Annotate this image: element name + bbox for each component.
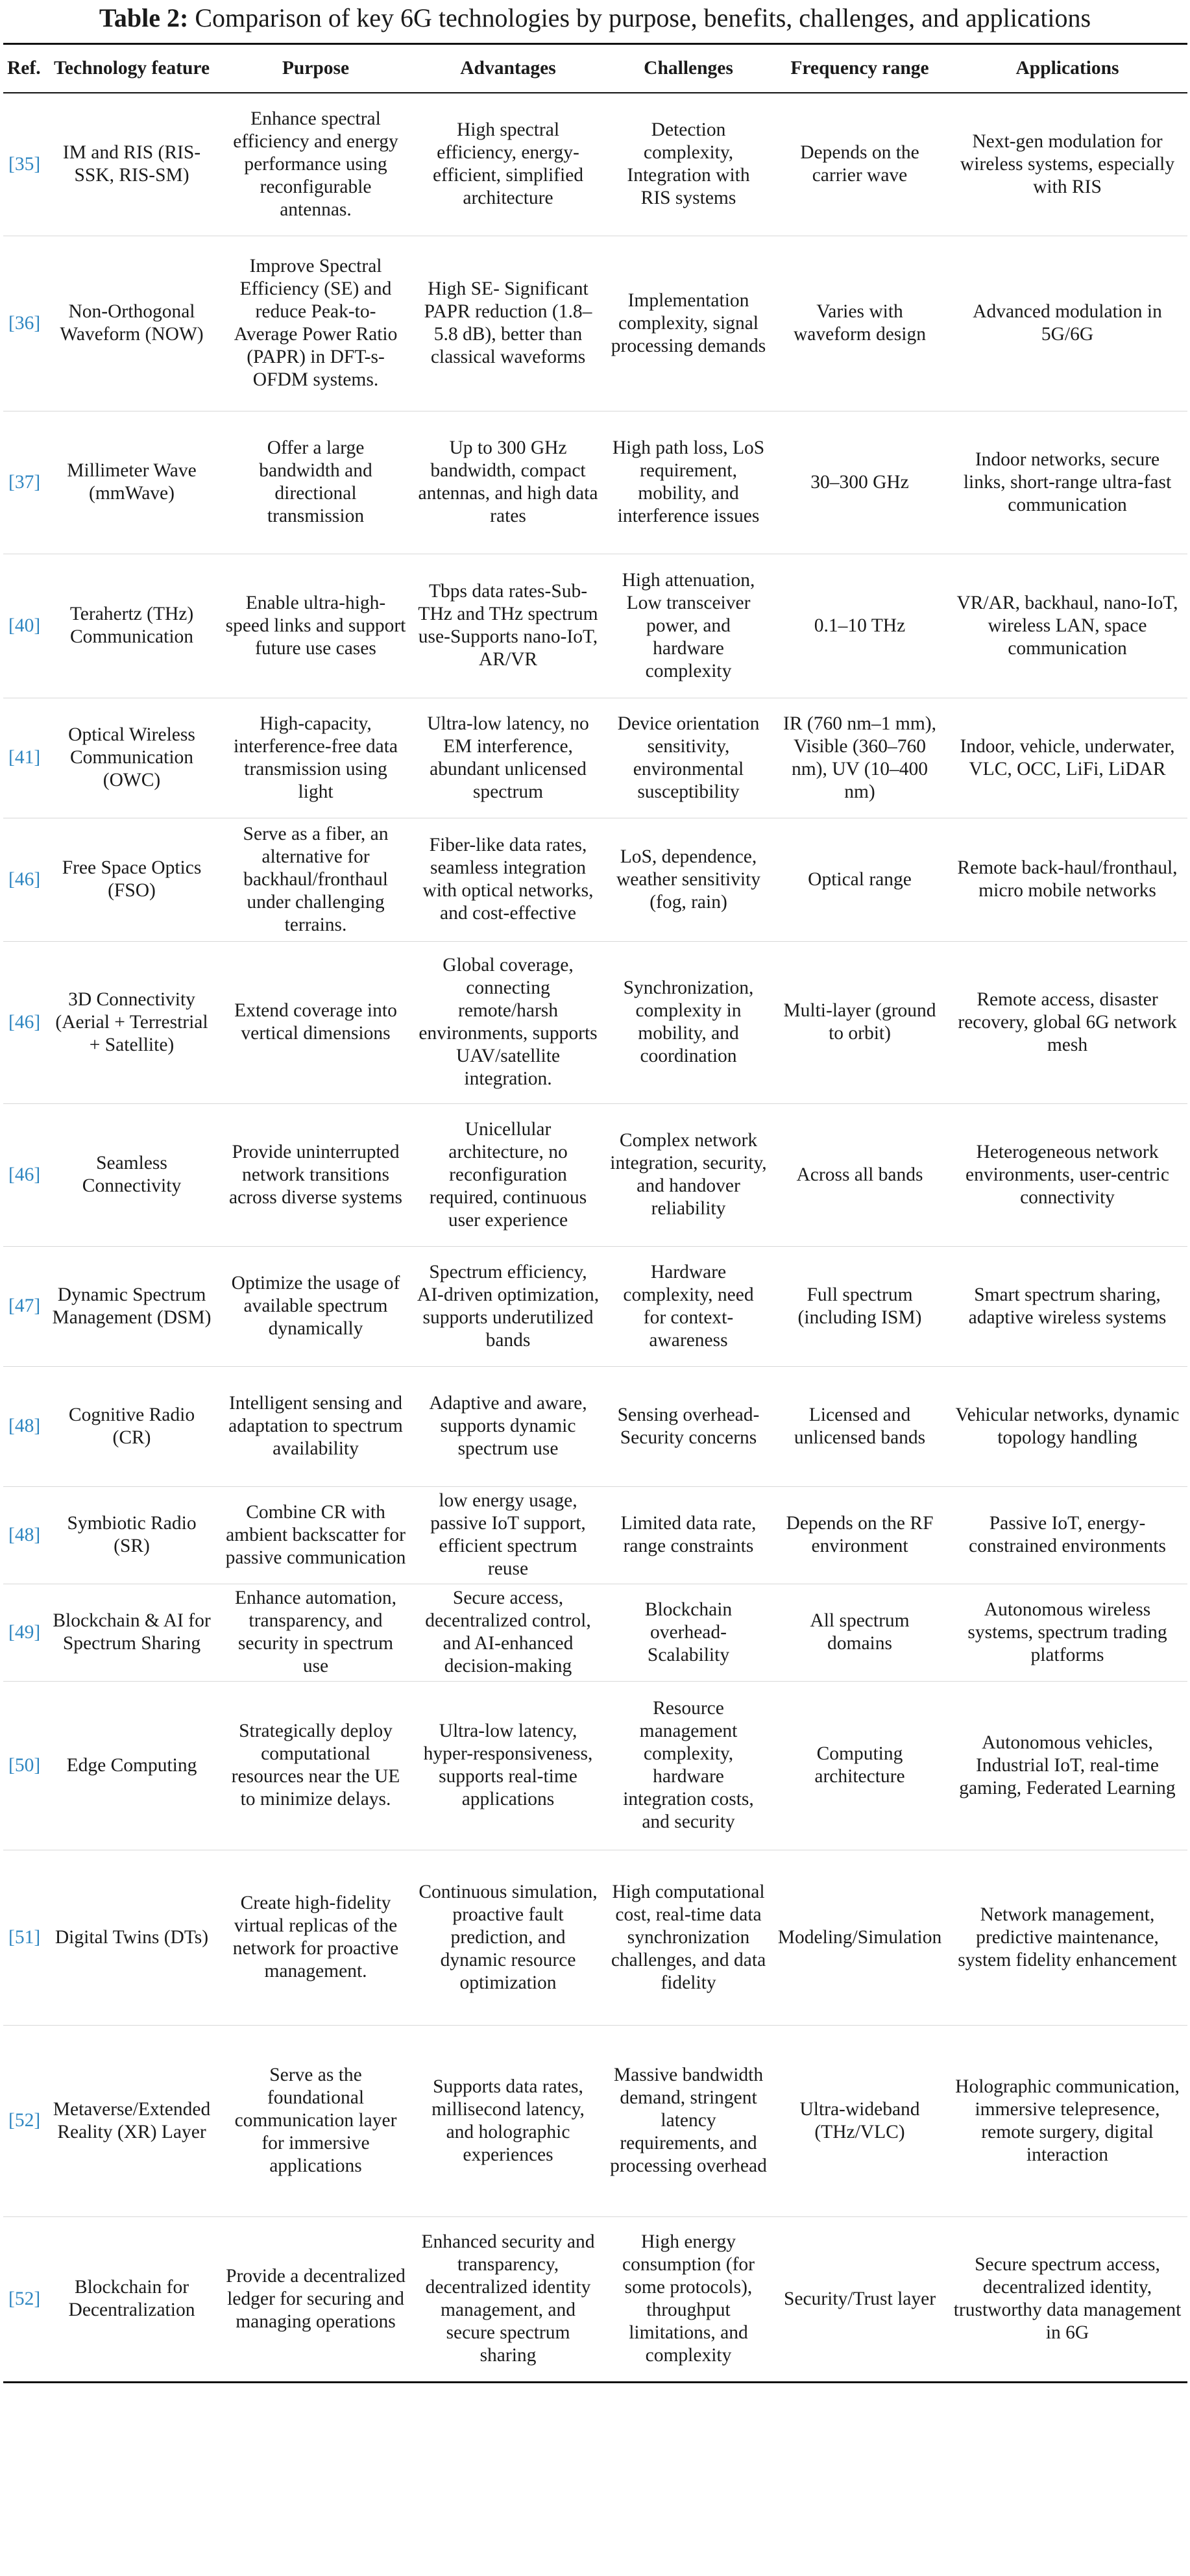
ref-link[interactable]: [48] bbox=[3, 1366, 43, 1486]
purpose-cell: Serve as the foundational communication layer for immersive applications bbox=[220, 2025, 411, 2216]
technology-feature-cell: Dynamic Spectrum Management (DSM) bbox=[43, 1246, 220, 1366]
challenges-cell: Blockchain overhead-Scalability bbox=[605, 1584, 772, 1681]
technology-feature-cell: Edge Computing bbox=[43, 1681, 220, 1850]
table-caption-label: Table 2: bbox=[99, 3, 189, 32]
frequency-range-cell: Modeling/Simulation bbox=[772, 1850, 947, 2025]
technology-feature-cell: Blockchain for Decentralization bbox=[68, 2277, 195, 2320]
purpose-cell: Strategically deploy computational resources near the UE to minimize delays. bbox=[220, 1681, 411, 1850]
applications-cell: Next-gen modulation for wireless systems, especially with RIS bbox=[947, 93, 1187, 236]
technology-feature-cell: IM and RIS (RIS-SSK, RIS-SM) bbox=[43, 93, 220, 236]
frequency-range-cell: Across all bands bbox=[772, 1103, 947, 1246]
ref-link[interactable]: [52] bbox=[3, 2025, 43, 2216]
ref-link[interactable]: [50] bbox=[3, 1681, 43, 1850]
applications-cell: Autonomous wireless systems, spectrum trading platforms bbox=[947, 1584, 1187, 1681]
applications-cell: Advanced modulation in 5G/6G bbox=[947, 236, 1187, 411]
frequency-range-cell: Depends on the RF environment bbox=[772, 1486, 947, 1584]
ref-link[interactable]: [36] bbox=[3, 236, 43, 411]
advantages-cell: Tbps data rates-Sub-THz and THz spectrum use-Supports nano-IoT, AR/VR bbox=[411, 554, 605, 698]
ref-link[interactable]: [46] bbox=[3, 818, 43, 941]
frequency-range-cell: Security/Trust layer bbox=[783, 2288, 936, 2309]
technology-feature-cell: 3D Connectivity (Aerial + Terrestrial + Satellite) bbox=[43, 941, 220, 1103]
frequency-range-cell: Licensed and unlicensed bands bbox=[772, 1366, 947, 1486]
frequency-range-cell: Depends on the carrier wave bbox=[772, 93, 947, 236]
purpose-cell: High-capacity, interference-free data transmission using light bbox=[220, 698, 411, 818]
purpose-cell: Extend coverage into vertical dimensions bbox=[220, 941, 411, 1103]
purpose-cell: Combine CR with ambient backscatter for passive communication bbox=[220, 1486, 411, 1584]
challenges-cell: Resource management complexity, hardware integration costs, and security bbox=[605, 1681, 772, 1850]
ref-link[interactable]: [35] bbox=[3, 93, 43, 236]
column-header-ref: Ref. bbox=[3, 44, 43, 93]
challenges-cell: Detection complexity, Integration with RIS systems bbox=[605, 93, 772, 236]
purpose-cell: Provide a decentralized ledger for securing and managing operations bbox=[226, 2265, 406, 2332]
applications-cell: Smart spectrum sharing, adaptive wireless systems bbox=[947, 1246, 1187, 1366]
challenges-cell: Massive bandwidth demand, stringent latency requirements, and processing overhead bbox=[605, 2025, 772, 2216]
frequency-range-cell: Full spectrum (including ISM) bbox=[772, 1246, 947, 1366]
challenges-cell: High attenuation, Low transceiver power, and hardware complexity bbox=[605, 554, 772, 698]
table-row bbox=[3, 1103, 1187, 1246]
technology-feature-cell: Digital Twins (DTs) bbox=[43, 1850, 220, 2025]
technology-feature-cell: Seamless Connectivity bbox=[43, 1103, 220, 1246]
purpose-cell: Enable ultra-high-speed links and support future use cases bbox=[220, 554, 411, 698]
technology-feature-cell: Symbiotic Radio (SR) bbox=[43, 1486, 220, 1584]
ref-link[interactable]: [47] bbox=[3, 1246, 43, 1366]
table-row bbox=[3, 554, 1187, 698]
challenges-cell: Synchronization, complexity in mobility, and coordination bbox=[605, 941, 772, 1103]
applications-cell: Indoor networks, secure links, short-range ultra-fast communication bbox=[947, 411, 1187, 554]
advantages-cell: Up to 300 GHz bandwidth, compact antennas, and high data rates bbox=[411, 411, 605, 554]
applications-cell: Remote access, disaster recovery, global 6G network mesh bbox=[947, 941, 1187, 1103]
table-row bbox=[3, 941, 1187, 1103]
applications-cell: Indoor, vehicle, underwater, VLC, OCC, LiFi, LiDAR bbox=[947, 698, 1187, 818]
ref-link[interactable]: [37] bbox=[3, 411, 43, 554]
purpose-cell: Improve Spectral Efficiency (SE) and reduce Peak-to-Average Power Ratio (PAPR) in DFT-s-OFDM systems. bbox=[220, 236, 411, 411]
challenges-cell: High path loss, LoS requirement, mobility, and interference issues bbox=[605, 411, 772, 554]
purpose-cell: Enhance automation, transparency, and security in spectrum use bbox=[220, 1584, 411, 1681]
challenges-cell: Hardware complexity, need for context-awareness bbox=[605, 1246, 772, 1366]
purpose-cell: Provide uninterrupted network transitions across diverse systems bbox=[220, 1103, 411, 1246]
table-row bbox=[3, 698, 1187, 818]
applications-cell: Secure spectrum access, decentralized identity, trustworthy data management in 6G bbox=[953, 2254, 1182, 2343]
purpose-cell: Optimize the usage of available spectrum dynamically bbox=[220, 1246, 411, 1366]
applications-cell: Network management, predictive maintenance, system fidelity enhancement bbox=[947, 1850, 1187, 2025]
challenges-cell: High energy consumption (for some protocols), throughput limitations, and complexity bbox=[622, 2231, 755, 2366]
table-caption-text: Comparison of key 6G technologies by purpose, benefits, challenges, and applications bbox=[188, 3, 1091, 32]
applications-cell: Heterogeneous network environments, user-centric connectivity bbox=[947, 1103, 1187, 1246]
frequency-range-cell: Ultra-wideband (THz/VLC) bbox=[772, 2025, 947, 2216]
table-row bbox=[3, 1246, 1187, 1366]
frequency-range-cell: Varies with waveform design bbox=[772, 236, 947, 411]
frequency-range-cell: 30–300 GHz bbox=[772, 411, 947, 554]
table-row bbox=[3, 1486, 1187, 1584]
advantages-cell: High SE- Significant PAPR reduction (1.8–5.8 dB), better than classical waveforms bbox=[411, 236, 605, 411]
applications-cell: Holographic communication, immersive telepresence, remote surgery, digital interaction bbox=[947, 2025, 1187, 2216]
challenges-cell: High computational cost, real-time data synchronization challenges, and data fidelity bbox=[605, 1850, 772, 2025]
ref-link[interactable]: [52] bbox=[8, 2288, 41, 2309]
challenges-cell: Complex network integration, security, and handover reliability bbox=[605, 1103, 772, 1246]
ref-link[interactable]: [46] bbox=[3, 941, 43, 1103]
ref-link[interactable]: [51] bbox=[3, 1850, 43, 2025]
challenges-cell: Limited data rate, range constraints bbox=[605, 1486, 772, 1584]
table-row bbox=[3, 1584, 1187, 1681]
technology-feature-cell: Optical Wireless Communication (OWC) bbox=[43, 698, 220, 818]
table-caption bbox=[0, 0, 1190, 42]
frequency-range-cell: 0.1–10 THz bbox=[772, 554, 947, 698]
ref-link[interactable]: [46] bbox=[3, 1103, 43, 1246]
table-row bbox=[3, 236, 1187, 411]
technology-feature-cell: Terahertz (THz) Communication bbox=[43, 554, 220, 698]
advantages-cell: low energy usage, passive IoT support, efficient spectrum reuse bbox=[411, 1486, 605, 1584]
purpose-cell: Offer a large bandwidth and directional transmission bbox=[220, 411, 411, 554]
advantages-cell: Global coverage, connecting remote/harsh environments, supports UAV/satellite integration. bbox=[411, 941, 605, 1103]
frequency-range-cell: Optical range bbox=[772, 818, 947, 941]
column-header-applications: Applications bbox=[947, 44, 1187, 93]
frequency-range-cell: Computing architecture bbox=[772, 1681, 947, 1850]
technology-feature-cell: Metaverse/Extended Reality (XR) Layer bbox=[43, 2025, 220, 2216]
advantages-cell: Ultra-low latency, no EM interference, abundant unlicensed spectrum bbox=[411, 698, 605, 818]
advantages-cell: High spectral efficiency, energy-efficient, simplified architecture bbox=[411, 93, 605, 236]
frequency-range-cell: IR (760 nm–1 mm), Visible (360–760 nm), UV (10–400 nm) bbox=[772, 698, 947, 818]
advantages-cell: Spectrum efficiency, AI-driven optimization, supports underutilized bands bbox=[411, 1246, 605, 1366]
applications-cell: Passive IoT, energy-constrained environments bbox=[947, 1486, 1187, 1584]
ref-link[interactable]: [48] bbox=[3, 1486, 43, 1584]
ref-link[interactable]: [40] bbox=[3, 554, 43, 698]
column-header-challenges: Challenges bbox=[605, 44, 772, 93]
table-header-row bbox=[3, 44, 1187, 93]
challenges-cell: LoS, dependence, weather sensitivity (fog, rain) bbox=[605, 818, 772, 941]
advantages-cell: Unicellular architecture, no reconfiguration required, continuous user experience bbox=[411, 1103, 605, 1246]
purpose-cell: Create high-fidelity virtual replicas of the network for proactive management. bbox=[220, 1850, 411, 2025]
advantages-cell: Ultra-low latency, hyper-responsiveness, supports real-time applications bbox=[411, 1681, 605, 1850]
applications-cell: Autonomous vehicles, Industrial IoT, real-time gaming, Federated Learning bbox=[947, 1681, 1187, 1850]
applications-cell: Remote back-haul/fronthaul, micro mobile networks bbox=[947, 818, 1187, 941]
advantages-cell: Secure access, decentralized control, and AI-enhanced decision-making bbox=[411, 1584, 605, 1681]
technology-feature-cell: Blockchain & AI for Spectrum Sharing bbox=[43, 1584, 220, 1681]
ref-link[interactable]: [41] bbox=[3, 698, 43, 818]
ref-link[interactable]: [49] bbox=[3, 1584, 43, 1681]
challenges-cell: Implementation complexity, signal processing demands bbox=[605, 236, 772, 411]
column-header-frequency-range: Frequency range bbox=[772, 44, 947, 93]
column-header-purpose: Purpose bbox=[220, 44, 411, 93]
purpose-cell: Serve as a fiber, an alternative for backhaul/fronthaul under challenging terrains. bbox=[220, 818, 411, 941]
table-row bbox=[3, 411, 1187, 554]
purpose-cell: Intelligent sensing and adaptation to spectrum availability bbox=[220, 1366, 411, 1486]
challenges-cell: Sensing overhead-Security concerns bbox=[605, 1366, 772, 1486]
table-row bbox=[3, 818, 1187, 941]
challenges-cell: Device orientation sensitivity, environmental susceptibility bbox=[605, 698, 772, 818]
advantages-cell: Adaptive and aware, supports dynamic spectrum use bbox=[411, 1366, 605, 1486]
advantages-cell: Enhanced security and transparency, decentralized identity management, and secure spectrum sharing bbox=[421, 2231, 595, 2366]
column-header-advantages: Advantages bbox=[411, 44, 605, 93]
technology-feature-cell: Millimeter Wave (mmWave) bbox=[43, 411, 220, 554]
technology-feature-cell: Cognitive Radio (CR) bbox=[43, 1366, 220, 1486]
advantages-cell: Supports data rates, millisecond latency, and holographic experiences bbox=[411, 2025, 605, 2216]
applications-cell: Vehicular networks, dynamic topology handling bbox=[947, 1366, 1187, 1486]
column-header-technology-feature: Technology feature bbox=[43, 44, 220, 93]
table-row bbox=[3, 1850, 1187, 2025]
advantages-cell: Continuous simulation, proactive fault prediction, and dynamic resource optimization bbox=[411, 1850, 605, 2025]
comparison-table bbox=[3, 43, 1187, 2383]
table-row bbox=[3, 2025, 1187, 2216]
table-row bbox=[3, 2216, 1187, 2382]
technology-feature-cell: Non-Orthogonal Waveform (NOW) bbox=[43, 236, 220, 411]
technology-feature-cell: Free Space Optics (FSO) bbox=[43, 818, 220, 941]
table-row bbox=[3, 1366, 1187, 1486]
frequency-range-cell: All spectrum domains bbox=[772, 1584, 947, 1681]
frequency-range-cell: Multi-layer (ground to orbit) bbox=[772, 941, 947, 1103]
table-row bbox=[3, 1681, 1187, 1850]
purpose-cell: Enhance spectral efficiency and energy performance using reconfigurable antennas. bbox=[220, 93, 411, 236]
applications-cell: VR/AR, backhaul, nano-IoT, wireless LAN, space communication bbox=[947, 554, 1187, 698]
table-row bbox=[3, 93, 1187, 236]
advantages-cell: Fiber-like data rates, seamless integration with optical networks, and cost-effective bbox=[411, 818, 605, 941]
